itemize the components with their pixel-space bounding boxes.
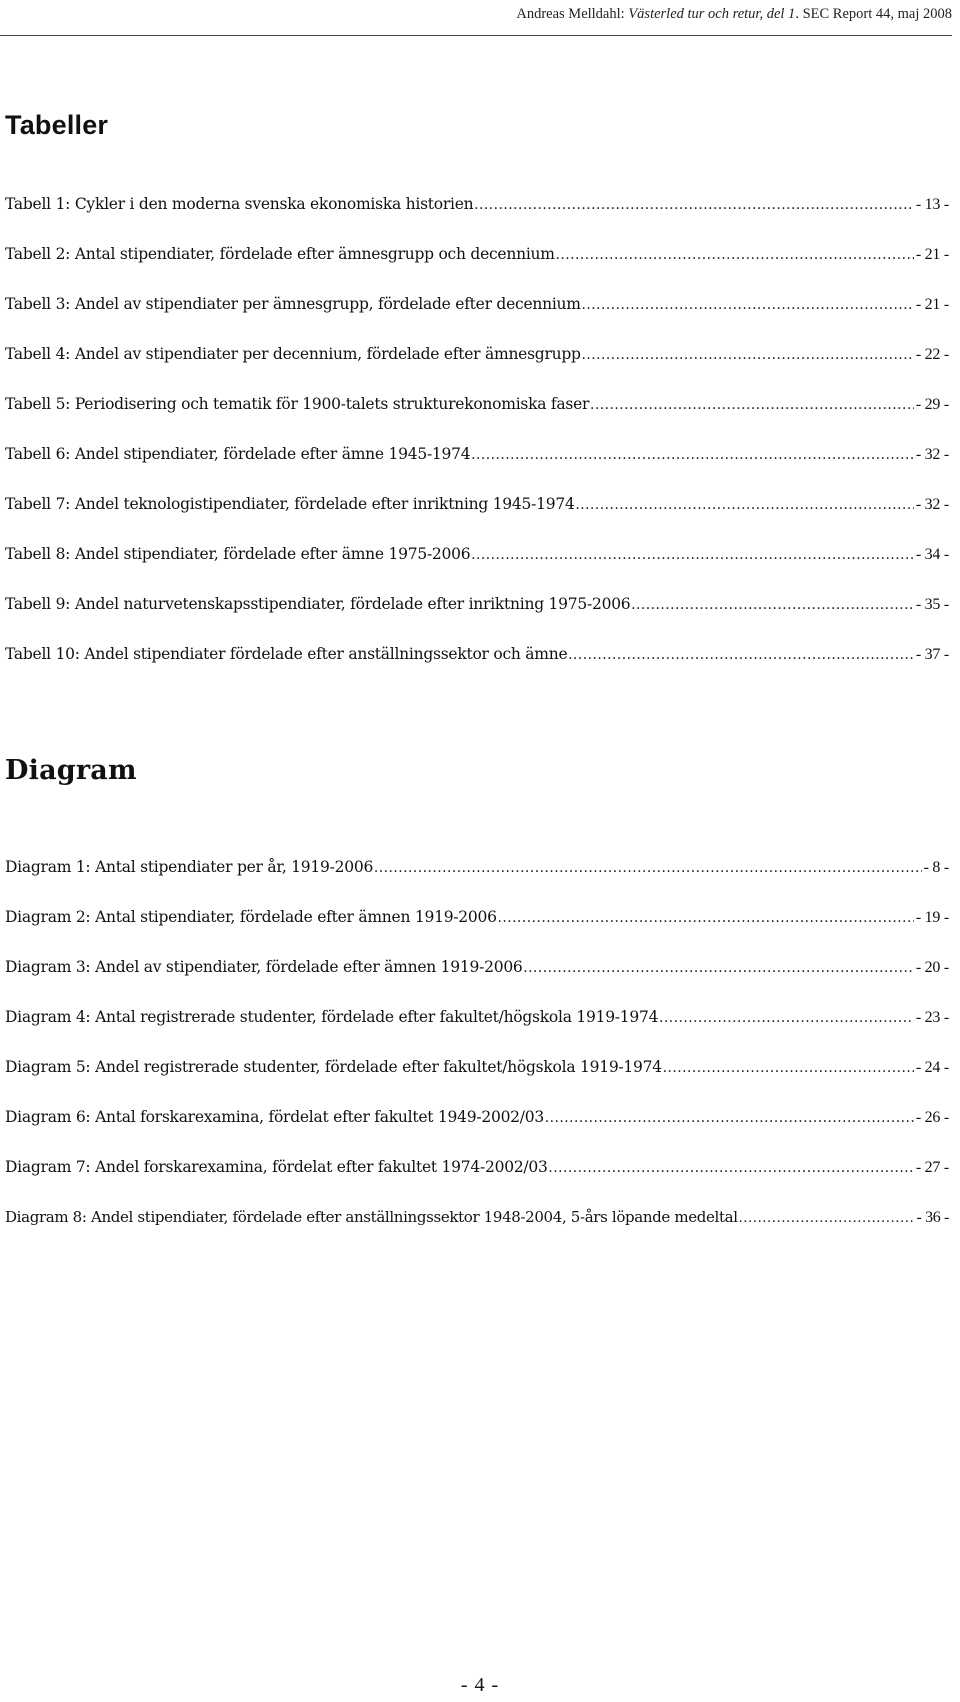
entry-page: - 36 - bbox=[916, 1209, 949, 1226]
dot-leader bbox=[556, 246, 914, 264]
entry-page: - 35 - bbox=[915, 596, 949, 613]
entry-page: - 34 - bbox=[915, 546, 949, 563]
entry-label: Tabell 3: Andel av stipendiater per ämnesgrupp, fördelade efter decennium bbox=[5, 295, 581, 313]
entry-page: - 22 - bbox=[915, 346, 949, 363]
entry-label: Tabell 5: Periodisering och tematik för 1900-talets strukturekonomiska faser bbox=[5, 395, 590, 413]
entry-label: Diagram 5: Andel registrerade studenter, fördelade efter fakultet/högskola 1919-1974 bbox=[5, 1058, 662, 1076]
dot-leader bbox=[474, 196, 913, 214]
entry-page: - 20 - bbox=[915, 959, 949, 976]
toc-entry-diagram-1[interactable] bbox=[5, 858, 949, 882]
toc-entry-tabell-1[interactable] bbox=[5, 195, 949, 219]
dot-leader bbox=[590, 396, 914, 414]
toc-entry-tabell-2[interactable] bbox=[5, 245, 949, 269]
entry-label: Diagram 2: Antal stipendiater, fördelade efter ämnen 1919-2006 bbox=[5, 908, 497, 926]
toc-entry-diagram-6[interactable] bbox=[5, 1108, 949, 1132]
toc-entry-tabell-4[interactable] bbox=[5, 345, 949, 369]
entry-page: - 27 - bbox=[915, 1159, 949, 1176]
running-header bbox=[516, 6, 952, 23]
entry-page: - 24 - bbox=[915, 1059, 949, 1076]
entry-label: Diagram 4: Antal registrerade studenter, fördelade efter fakultet/högskola 1919-1974 bbox=[5, 1008, 659, 1026]
toc-entry-tabell-5[interactable] bbox=[5, 395, 949, 419]
entry-label: Tabell 7: Andel teknologistipendiater, fördelade efter inriktning 1945-1974 bbox=[5, 495, 575, 513]
toc-entry-diagram-5[interactable] bbox=[5, 1058, 949, 1082]
dot-leader bbox=[631, 596, 913, 614]
entry-label: Tabell 9: Andel naturvetenskapsstipendiater, fördelade efter inriktning 1975-2006 bbox=[5, 595, 631, 613]
entry-label: Diagram 8: Andel stipendiater, fördelade efter anställningssektor 1948-2004, 5-års löpande medeltal bbox=[5, 1208, 738, 1226]
toc-entry-diagram-3[interactable] bbox=[5, 958, 949, 982]
dot-leader bbox=[582, 296, 914, 314]
header-report-title: Västerled tur och retur, del 1 bbox=[628, 6, 796, 22]
entry-page: - 23 - bbox=[915, 1009, 949, 1026]
tables-heading: Tabeller bbox=[5, 110, 109, 140]
entry-page: - 26 - bbox=[915, 1109, 949, 1126]
entry-label: Diagram 1: Antal stipendiater per år, 1919-2006 bbox=[5, 858, 374, 876]
toc-entry-tabell-3[interactable] bbox=[5, 295, 949, 319]
entry-page: - 32 - bbox=[915, 446, 949, 463]
entry-label: Tabell 6: Andel stipendiater, fördelade efter ämne 1945-1974 bbox=[5, 445, 471, 463]
diagrams-heading: Diagram bbox=[5, 755, 137, 786]
entry-page: - 19 - bbox=[915, 909, 949, 926]
dot-leader bbox=[582, 346, 914, 364]
dot-leader bbox=[471, 546, 913, 564]
toc-entry-tabell-10[interactable] bbox=[5, 645, 949, 669]
header-report-info: . SEC Report 44, maj 2008 bbox=[795, 6, 952, 22]
page-number: - 4 - bbox=[460, 1674, 500, 1696]
header-rule bbox=[0, 35, 952, 36]
dot-leader bbox=[374, 859, 922, 877]
entry-page: - 32 - bbox=[915, 496, 949, 513]
toc-entry-diagram-7[interactable] bbox=[5, 1158, 949, 1182]
entry-label: Tabell 4: Andel av stipendiater per decennium, fördelade efter ämnesgrupp bbox=[5, 345, 581, 363]
dot-leader bbox=[471, 446, 913, 464]
toc-entry-diagram-4[interactable] bbox=[5, 1008, 949, 1032]
toc-entry-diagram-8[interactable] bbox=[5, 1208, 949, 1232]
dot-leader bbox=[739, 1210, 915, 1227]
entry-label: Diagram 6: Antal forskarexamina, fördelat efter fakultet 1949-2002/03 bbox=[5, 1108, 544, 1126]
entry-label: Tabell 8: Andel stipendiater, fördelade efter ämne 1975-2006 bbox=[5, 545, 471, 563]
entry-page: - 21 - bbox=[915, 246, 949, 263]
toc-entry-tabell-9[interactable] bbox=[5, 595, 949, 619]
dot-leader bbox=[663, 1059, 914, 1077]
dot-leader bbox=[524, 959, 914, 977]
entry-label: Diagram 3: Andel av stipendiater, fördelade efter ämnen 1919-2006 bbox=[5, 958, 523, 976]
entry-page: - 21 - bbox=[915, 296, 949, 313]
entry-page: - 37 - bbox=[915, 646, 949, 663]
entry-page: - 8 - bbox=[923, 859, 949, 876]
toc-entry-tabell-6[interactable] bbox=[5, 445, 949, 469]
dot-leader bbox=[549, 1159, 914, 1177]
toc-entry-tabell-7[interactable] bbox=[5, 495, 949, 519]
header-author: Andreas Melldahl: bbox=[516, 6, 629, 22]
dot-leader bbox=[545, 1109, 914, 1127]
entry-page: - 29 - bbox=[915, 396, 949, 413]
dot-leader bbox=[498, 909, 914, 927]
entry-label: Tabell 1: Cykler i den moderna svenska ekonomiska historien bbox=[5, 195, 474, 213]
entry-label: Diagram 7: Andel forskarexamina, fördelat efter fakultet 1974-2002/03 bbox=[5, 1158, 548, 1176]
entry-label: Tabell 10: Andel stipendiater fördelade efter anställningssektor och ämne bbox=[5, 645, 568, 663]
entry-label: Tabell 2: Antal stipendiater, fördelade efter ämnesgrupp och decennium bbox=[5, 245, 555, 263]
toc-entry-tabell-8[interactable] bbox=[5, 545, 949, 569]
dot-leader bbox=[576, 496, 914, 514]
dot-leader bbox=[568, 646, 913, 664]
toc-entry-diagram-2[interactable] bbox=[5, 908, 949, 932]
dot-leader bbox=[659, 1009, 914, 1027]
entry-page: - 13 - bbox=[915, 196, 949, 213]
